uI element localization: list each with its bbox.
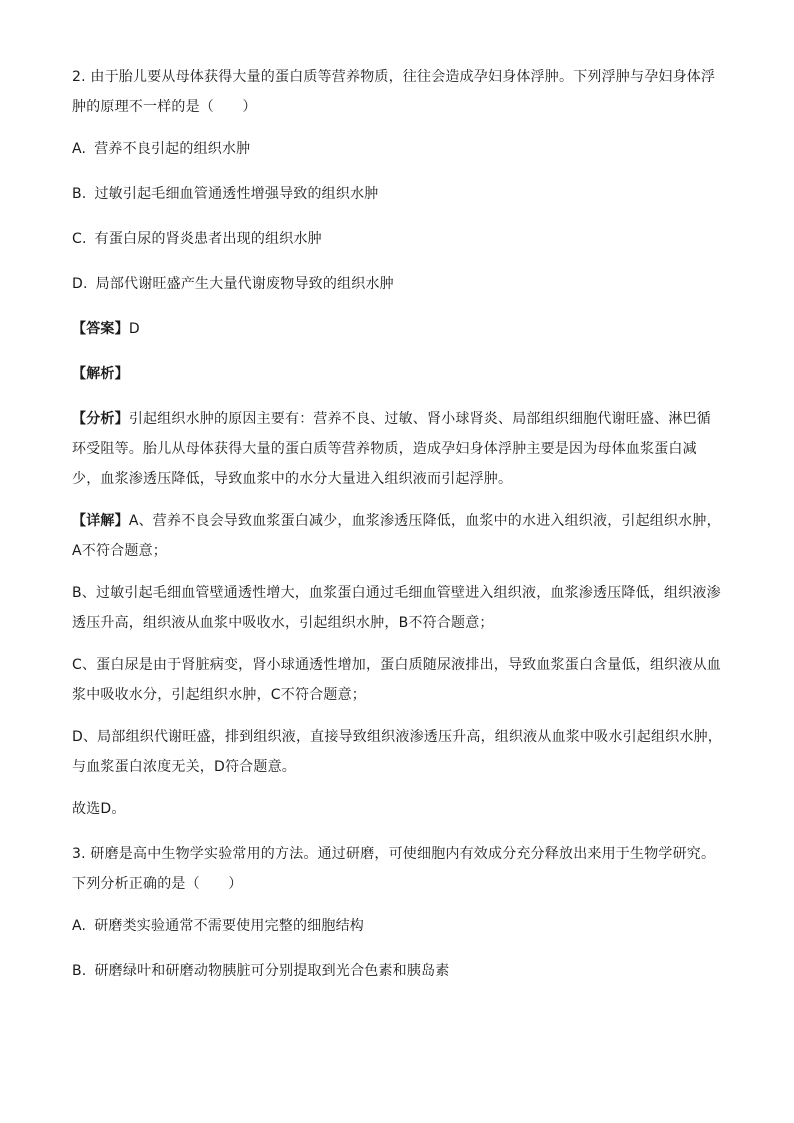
question-2-stem: 2. 由于胎儿要从母体获得大量的蛋白质等营养物质，往往会造成孕妇身体浮肿。下列浮肿与孕妇身体浮肿的原理不一样的是（ ）: [72, 69, 716, 115]
question-3-option-a: [72, 911, 722, 941]
question-2-option-c: [72, 224, 722, 254]
answer-tag: 【答案】: [72, 321, 129, 337]
xiangjie-a-paragraph: [72, 506, 722, 566]
option-text: 研磨类实验通常不需要使用完整的细胞结构: [94, 918, 364, 934]
analysis-tag: 【解析】: [72, 366, 129, 382]
question-2-option-d: [72, 269, 722, 299]
option-label: B.: [72, 963, 87, 979]
fenxi-text: 引起组织水肿的原因主要有：营养不良、过敏、肾小球肾炎、局部组织细胞代谢旺盛、淋巴循环受阻等。胎儿从母体获得大量的蛋白质等营养物质，造成孕妇身体浮肿主要是因为母体血浆蛋白减少，血浆渗透压降低，导致血浆中的水分大量进入组织液而引起浮肿。: [72, 411, 712, 487]
option-label: B.: [72, 186, 87, 202]
option-text: 研磨绿叶和研磨动物胰脏可分别提取到光合色素和胰岛素: [94, 963, 450, 979]
option-text: 营养不良引起的组织水肿: [94, 141, 251, 157]
option-label: D.: [72, 276, 88, 292]
question-3-option-b: [72, 956, 722, 986]
question-3-stem: 3. 研磨是高中生物学实验常用的方法。通过研磨，可使细胞内有效成分充分释放出来用于生物学研究。下列分析正确的是（ ）: [72, 846, 716, 892]
conclusion: 故选D。: [72, 801, 126, 817]
option-text: 有蛋白尿的肾炎患者出现的组织水肿: [94, 231, 322, 247]
xiangjie-d-paragraph: D、局部组织代谢旺盛，排到组织液，直接导致组织液渗透压升高，组织液从血浆中吸水引起组织水肿，与血浆蛋白浓度无关，D符合题意。: [72, 729, 722, 775]
answer-line: [72, 314, 722, 344]
question-2-option-a: [72, 134, 722, 164]
xiangjie-b-paragraph: B、过敏引起毛细血管壁通透性增大，血浆蛋白通过毛细血管壁进入组织液，血浆渗透压降低，组织液渗透压升高，组织液从血浆中吸收水，引起组织水肿，B不符合题意；: [72, 585, 721, 631]
option-label: A.: [72, 918, 87, 934]
answer-value: D: [128, 321, 140, 337]
xiangjie-a-text: A、营养不良会导致血浆蛋白减少，血浆渗透压降低，血浆中的水进入组织液，引起组织水肿，A不符合题意；: [72, 513, 721, 559]
fenxi-tag: 【分析】: [72, 411, 129, 427]
option-text: 过敏引起毛细血管通透性增强导致的组织水肿: [94, 186, 379, 202]
option-label: A.: [72, 141, 87, 157]
fenxi-paragraph: [72, 404, 722, 494]
option-label: C.: [72, 231, 87, 247]
question-2-option-b: [72, 179, 722, 209]
xiangjie-tag: 【详解】: [72, 513, 129, 529]
option-text: 局部代谢旺盛产生大量代谢废物导致的组织水肿: [95, 276, 394, 292]
analysis-heading: [72, 359, 722, 389]
xiangjie-c-paragraph: C、蛋白尿是由于肾脏病变，肾小球通透性增加，蛋白质随尿液排出，导致血浆蛋白含量低，组织液从血浆中吸收水分，引起组织水肿，C不符合题意；: [72, 657, 721, 703]
